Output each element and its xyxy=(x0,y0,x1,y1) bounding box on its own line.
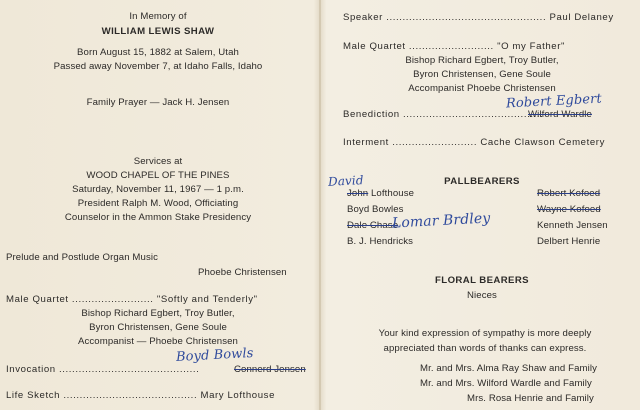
family-line-2: Mr. and Mrs. Wilford Wardle and Family xyxy=(420,378,592,389)
prelude-organist: Phoebe Christensen xyxy=(198,267,287,278)
officiating-line: President Ralph M. Wood, Officiating xyxy=(77,198,239,209)
pallbearer-1-struck: John xyxy=(347,188,369,199)
pallbearers-title: PALLBEARERS xyxy=(444,176,520,187)
pallbearer-3-struck: Dale Chase xyxy=(347,220,399,231)
right-quartet-members-1: Bishop Richard Egbert, Troy Butler, xyxy=(405,55,559,66)
pallbearer-1-handwritten: David xyxy=(327,173,364,189)
family-line-1: Mr. and Mrs. Alma Ray Shaw and Family xyxy=(420,363,597,374)
pallbearer-3-handwritten: Lomar Brdley xyxy=(391,210,491,232)
right-quartet-line: Male Quartet .......................... "O my Father" xyxy=(343,41,566,52)
services-label: Services at xyxy=(133,156,183,167)
floral-bearers-title: FLORAL BEARERS xyxy=(435,275,529,286)
pallbearer-2: Boyd Bowles xyxy=(347,204,404,215)
deceased-name: WILLIAM LEWIS SHAW xyxy=(101,26,215,37)
invocation-struck-name: Connerd Jensen xyxy=(234,364,306,375)
counselor-line: Counselor in the Ammon Stake Presidency xyxy=(64,212,252,223)
death-line: Passed away November 7, at Idaho Falls, Idaho xyxy=(53,61,263,72)
quartet-line: Male Quartet ......................... "Softly and Tenderly" xyxy=(6,294,258,305)
benediction-handwritten-name: Robert Egbert xyxy=(505,91,603,112)
invocation-handwritten-name: Boyd Bowls xyxy=(175,345,254,366)
speaker-line: Speaker ................................................. Paul Delaney xyxy=(343,12,614,23)
thanks-line-1: Your kind expression of sympathy is more deeply xyxy=(378,328,592,339)
pallbearer-6-struck: Wayne Kofoed xyxy=(537,204,601,215)
chapel-name: WOOD CHAPEL OF THE PINES xyxy=(86,170,230,181)
life-sketch-line: Life Sketch ......................................... Mary Lofthouse xyxy=(6,390,276,401)
thanks-line-2: appreciated than words of thanks can express. xyxy=(383,343,587,354)
interment-line: Interment .......................... Cache Clawson Cemetery xyxy=(343,137,605,148)
pallbearer-5-struck: Robert Kofoed xyxy=(537,188,601,199)
quartet-accompanist: Accompanist — Phoebe Christensen xyxy=(78,336,238,347)
floral-bearers-sub: Nieces xyxy=(467,290,497,301)
pallbearer-1-surname: Lofthouse xyxy=(368,188,415,199)
benediction-struck-name: Wilford Wardle xyxy=(528,109,592,120)
pallbearer-1 xyxy=(347,189,414,199)
family-prayer: Family Prayer — Jack H. Jensen xyxy=(86,97,230,108)
pallbearer-8: Delbert Henrie xyxy=(537,236,601,247)
invocation-line: Invocation ........................................... xyxy=(6,364,200,375)
pallbearer-7: Kenneth Jensen xyxy=(537,220,608,231)
family-line-3: Mrs. Rosa Henrie and Family xyxy=(467,393,594,404)
memory-heading: In Memory of xyxy=(129,11,187,22)
birth-line: Born August 15, 1882 at Salem, Utah xyxy=(77,47,239,58)
right-quartet-members-2: Byron Christensen, Gene Soule xyxy=(413,69,551,80)
quartet-members-1: Bishop Richard Egbert, Troy Butler, xyxy=(81,308,235,319)
service-date: Saturday, November 11, 1967 — 1 p.m. xyxy=(72,184,244,195)
pallbearer-4: B. J. Hendricks xyxy=(347,236,414,247)
page-fold xyxy=(319,0,321,410)
right-quartet-accompanist: Accompanist Phoebe Christensen xyxy=(408,83,556,94)
benediction-line: Benediction ........................................... xyxy=(343,109,544,120)
quartet-members-2: Byron Christensen, Gene Soule xyxy=(89,322,227,333)
prelude-line: Prelude and Postlude Organ Music xyxy=(6,252,158,263)
